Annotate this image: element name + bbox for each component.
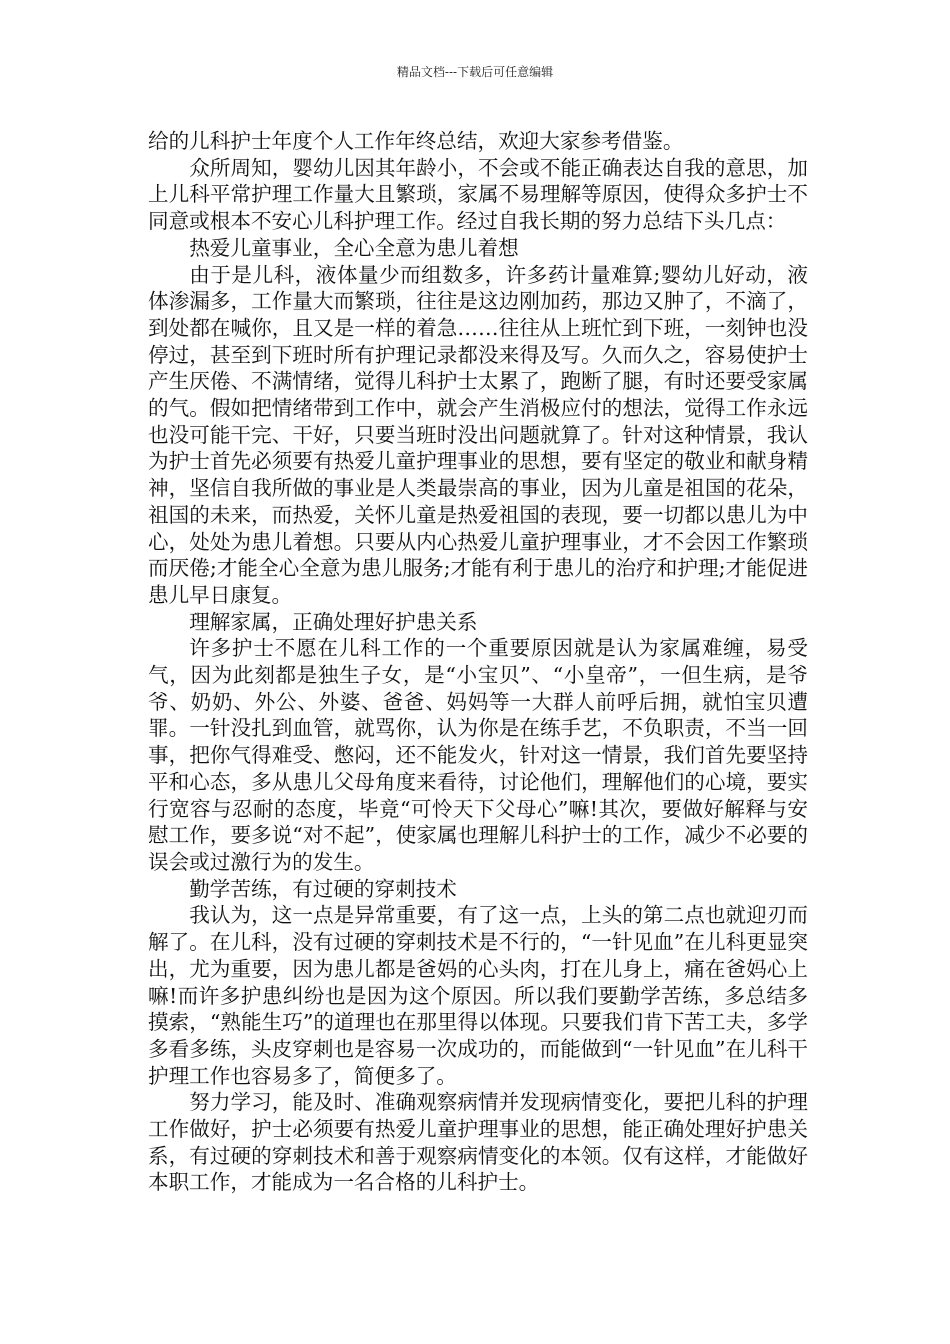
paragraph-conclusion: 努力学习，能及时、准确观察病情并发现病情变化，要把儿科的护理工作做好，护士必须要有热爱儿童护理事业的思想，能正确处理好护患关系，有过硬的穿刺技术和善于观察病情变化的本领。仅有这样，才能做好本职工作，才能成为一名合格的儿科护士。: [148, 1090, 808, 1195]
page-header: 精品文档---下载后可任意编辑: [396, 65, 554, 79]
paragraph-intro: 给的儿科护士年度个人工作年终总结，欢迎大家参考借鉴。: [148, 129, 684, 153]
paragraph-love-children: 由于是儿科，液体量少而组数多，许多药计量难算;婴幼儿好动，液体渗漏多，工作量大而繁琐，往往是这边刚加药，那边又肿了，不滴了，到处都在喊你，且又是一样的着急……往往从上班忙到下班，一刻钟也没停过，甚至到下班时所有护理记录都没来得及写。久而久之，容易使护士产生厌倦、不满情绪，觉得儿科护士太累了，跑断了腿，有时还要受家属的气。假如把情绪带到工作中，就会产生消极应付的想法，觉得工作永远也没可能干完、干好，只要当班时没出问题就算了。针对这种情景，我认为护士首先必须要有热爱儿童护理事业的思想，要有坚定的敬业和献身精神，坚信自我所做的事业是人类最崇高的事业，因为儿童是祖国的花朵，祖国的未来，而热爱，关怀儿童是热爱祖国的表现，要一切都以患儿为中心，处处为患儿着想。只要从内心热爱儿童护理事业，才不会因工作繁琐而厌倦;才能全心全意为患儿服务;才能有利于患儿的治疗和护理;才能促进患儿早日康复。: [148, 262, 808, 607]
document-body: [148, 128, 808, 1196]
section-heading-puncture-skill: 勤学苦练，有过硬的穿刺技术: [189, 876, 457, 901]
section-heading-love-children: 热爱儿童事业，全心全意为患儿着想: [189, 235, 519, 260]
paragraph-puncture-skill: 我认为，这一点是异常重要，有了这一点，上头的第二点也就迎刃而解了。在儿科，没有过硬的穿刺技术是不行的，“一针见血”在儿科更显突出，尤为重要，因为患儿都是爸妈的心头肉，打在儿身上，痛在爸妈心上嘛!而许多护患纠纷也是因为这个原因。所以我们要勤学苦练，多总结多摸索，“熟能生巧”的道理也在那里得以体现。只要我们肯下苦工夫，多学多看多练，头皮穿刺也是容易一次成功的，而能做到“一针见血”在儿科干护理工作也容易多了，简便多了。: [148, 903, 808, 1088]
paragraph-overview: 众所周知，婴幼儿因其年龄小，不会或不能正确表达自我的意思，加上儿科平常护理工作量大且繁琐，家属不易理解等原因，使得众多护士不同意或根本不安心儿科护理工作。经过自我长期的努力总结下头几点：: [148, 155, 808, 234]
paragraph-understand-family: 许多护士不愿在儿科工作的一个重要原因就是认为家属难缠，易受气，因为此刻都是独生子女，是“小宝贝”、“小皇帝”，一但生病，是爷爷、奶奶、外公、外婆、爸爸、妈妈等一大群人前呼后拥，就怕宝贝遭罪。一针没扎到血管，就骂你，认为你是在练手艺，不负职责，不当一回事，把你气得难受、憋闷，还不能发火，针对这一情景，我们首先要坚持平和心态，多从患儿父母角度来看待，讨论他们，理解他们的心境，要实行宽容与忍耐的态度，毕竟“可怜天下父母心”嘛!其次，要做好解释与安慰工作，要多说“对不起”，使家属也理解儿科护士的工作，减少不必要的误会或过激行为的发生。: [148, 636, 808, 874]
section-heading-understand-family: 理解家属，正确处理好护患关系: [189, 609, 478, 634]
